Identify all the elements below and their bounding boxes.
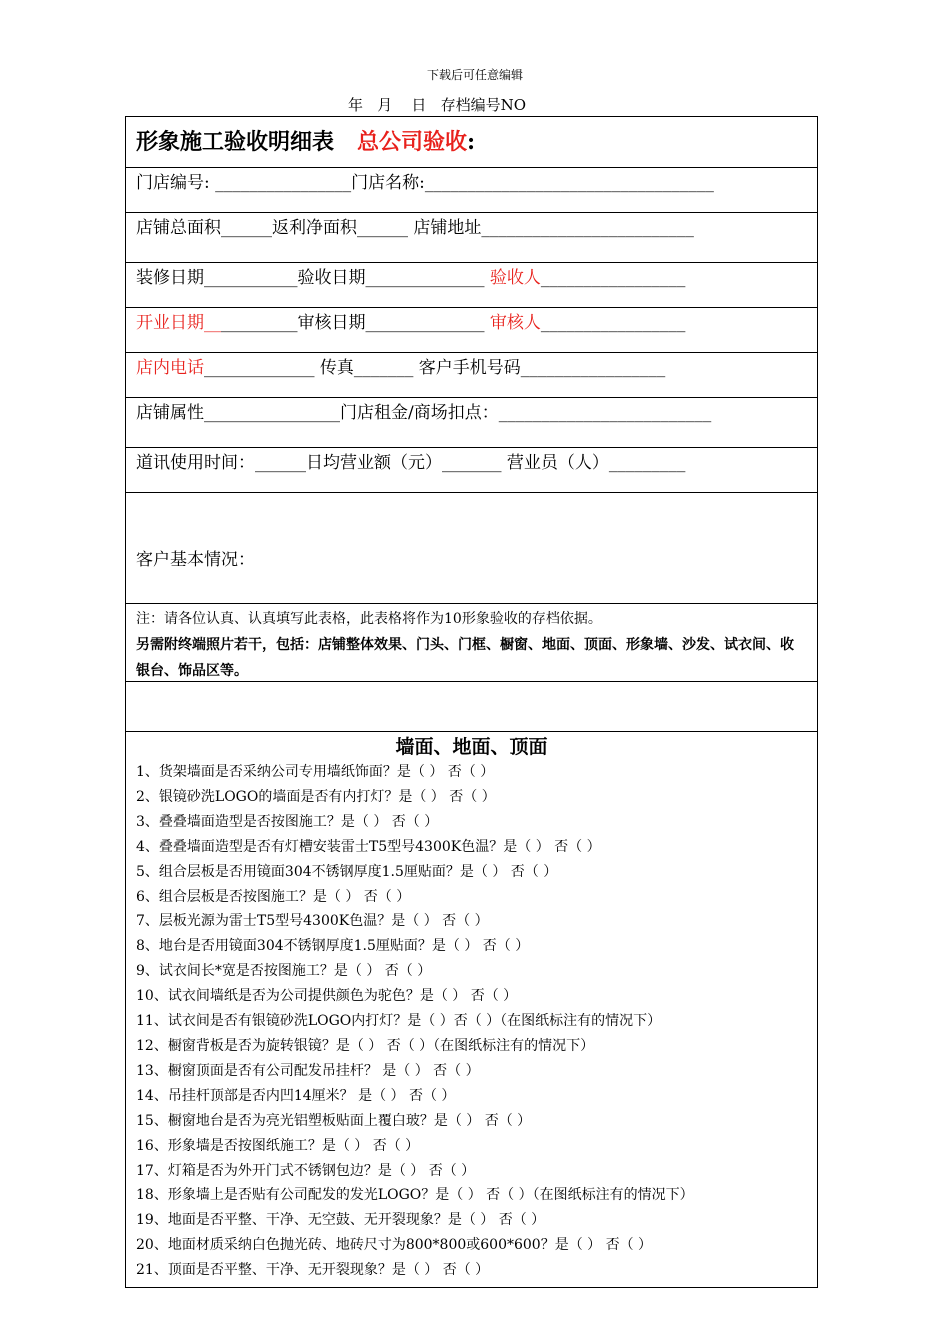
store-attribute-row[interactable] bbox=[126, 398, 817, 448]
customer-info-heading: 客户基本情况： bbox=[136, 550, 255, 570]
acceptance-form bbox=[125, 116, 818, 1288]
inspector-label: 验收人 bbox=[489, 268, 541, 288]
checklist-item[interactable]: 7、层板光源为雷士T5型号4300K色温？是（ ） 否（ ） bbox=[136, 913, 489, 930]
checklist-item[interactable]: 3、叠叠墙面造型是否按图施工？是（ ） 否（ ） bbox=[136, 813, 439, 830]
store-number-row[interactable] bbox=[126, 168, 817, 213]
store-number-label: 门店编号: ________________门店名称:__________________________________ bbox=[136, 173, 714, 193]
usage-time-row[interactable] bbox=[126, 448, 817, 493]
note-section bbox=[126, 604, 817, 682]
checklist-item[interactable]: 21、顶面是否平整、干净、无开裂现象？是（ ） 否（ ） bbox=[136, 1262, 490, 1279]
note-photos: 另需附终端照片若干，包括：店铺整体效果、门头、门框、橱窗、地面、顶面、形象墙、沙发、试衣间、收银台、饰品区等。 bbox=[136, 637, 794, 679]
checklist-item[interactable]: 11、试衣间是否有银镜砂洗LOGO内打灯？是（ ）否（ ）（在图纸标注有的情况下） bbox=[136, 1013, 662, 1030]
checklist-item[interactable]: 12、橱窗背板是否为旋转银镜？是（ ） 否（ ）（在图纸标注有的情况下） bbox=[136, 1037, 595, 1054]
checklist-item[interactable]: 15、橱窗地台是否为亮光铝塑板贴面上覆白玻？是（ ） 否（ ） bbox=[136, 1112, 532, 1129]
checklist-item[interactable]: 20、地面材质采纳白色抛光砖、地砖尺寸为800*800或600*600？是（ ） 否（ ） bbox=[136, 1237, 653, 1254]
download-note: 下载后可任意编辑 bbox=[426, 68, 523, 82]
checklist-item[interactable]: 19、地面是否平整、干净、无空鼓、无开裂现象？是（ ） 否（ ） bbox=[136, 1212, 546, 1229]
review-date-label: _________审核日期______________ bbox=[221, 313, 490, 333]
fax-mobile-label: _____________ 传真_______ 客户手机号码_________________ bbox=[204, 358, 666, 378]
form-title: 形象施工验收明细表 bbox=[136, 129, 335, 155]
checklist-item[interactable]: 5、组合层板是否用镜面304不锈钢厚度1.5厘贴面？是（ ） 否（ ） bbox=[136, 863, 558, 880]
checklist-section bbox=[126, 732, 817, 1287]
checklist-item[interactable]: 9、试衣间长*宽是否按图施工？是（ ） 否（ ） bbox=[136, 963, 432, 980]
customer-info-section[interactable] bbox=[126, 493, 817, 604]
reviewer-label: 审核人 bbox=[489, 313, 541, 333]
renovation-date-label: 装修日期___________验收日期______________ bbox=[136, 268, 490, 288]
checklist-item[interactable]: 10、试衣间墙纸是否为公司提供颜色为驼色？是（ ） 否（ ） bbox=[136, 988, 518, 1005]
form-title-red: 总公司验收 bbox=[357, 129, 468, 155]
opening-date-row[interactable] bbox=[126, 308, 817, 353]
checklist-item[interactable]: 17、灯箱是否为外开门式不锈钢包边？是（ ） 否（ ） bbox=[136, 1162, 476, 1179]
standard-section bbox=[126, 682, 817, 732]
store-area-row[interactable] bbox=[126, 213, 817, 263]
inspector-blank: _________________ bbox=[540, 268, 686, 288]
checklist-item[interactable]: 8、地台是否用镜面304不锈钢厚度1.5厘贴面？是（ ） 否（ ） bbox=[136, 938, 530, 955]
phone-row[interactable] bbox=[126, 353, 817, 398]
form-title-row bbox=[126, 117, 817, 168]
checklist-item[interactable]: 14、吊挂杆顶部是否内凹14厘米？ 是（ ） 否（ ） bbox=[136, 1087, 456, 1104]
checklist-item[interactable]: 6、组合层板是否按图施工？是（ ） 否（ ） bbox=[136, 888, 411, 905]
note-plain: 注：请各位认真、认真填写此表格，此表格将作为10形象验收的存档依据。 bbox=[136, 611, 602, 627]
renovation-date-row[interactable] bbox=[126, 263, 817, 308]
date-archive-line: 年 月 日 存档编号NO bbox=[348, 96, 527, 114]
checklist-item[interactable]: 1、货架墙面是否采纳公司专用墙纸饰面？是（ ） 否（ ） bbox=[136, 764, 495, 780]
form-title-colon: : bbox=[467, 129, 476, 155]
checklist-title: 墙面、地面、顶面 bbox=[395, 736, 548, 758]
store-phone-label: 店内电话 bbox=[136, 358, 204, 378]
checklist-item[interactable]: 4、叠叠墙面造型是否有灯槽安装雷士T5型号4300K色温？是（ ） 否（ ） bbox=[136, 838, 601, 855]
usage-time-label: 道讯使用时间：______日均营业额（元）_______ 营业员（人）_________ bbox=[136, 453, 686, 473]
checklist-item[interactable]: 16、形象墙是否按图纸施工？是（ ） 否（ ） bbox=[136, 1137, 420, 1154]
opening-date-label: 开业日期__ bbox=[136, 313, 221, 333]
reviewer-blank: _________________ bbox=[540, 313, 686, 333]
store-attribute-label: 店铺属性________________门店租金/商场扣点：_________________________ bbox=[136, 403, 712, 423]
store-area-label: 店铺总面积______返利净面积______ 店铺地址_________________________ bbox=[136, 218, 694, 238]
checklist-item[interactable]: 2、银镜砂洗LOGO的墙面是否有内打灯？是（ ） 否（ ） bbox=[136, 788, 496, 805]
checklist-item[interactable]: 13、橱窗顶面是否有公司配发吊挂杆？ 是（ ） 否（ ） bbox=[136, 1062, 480, 1079]
checklist-item[interactable]: 18、形象墙上是否贴有公司配发的发光LOGO？是（ ） 否（ ）（在图纸标注有的情况下） bbox=[136, 1187, 694, 1204]
